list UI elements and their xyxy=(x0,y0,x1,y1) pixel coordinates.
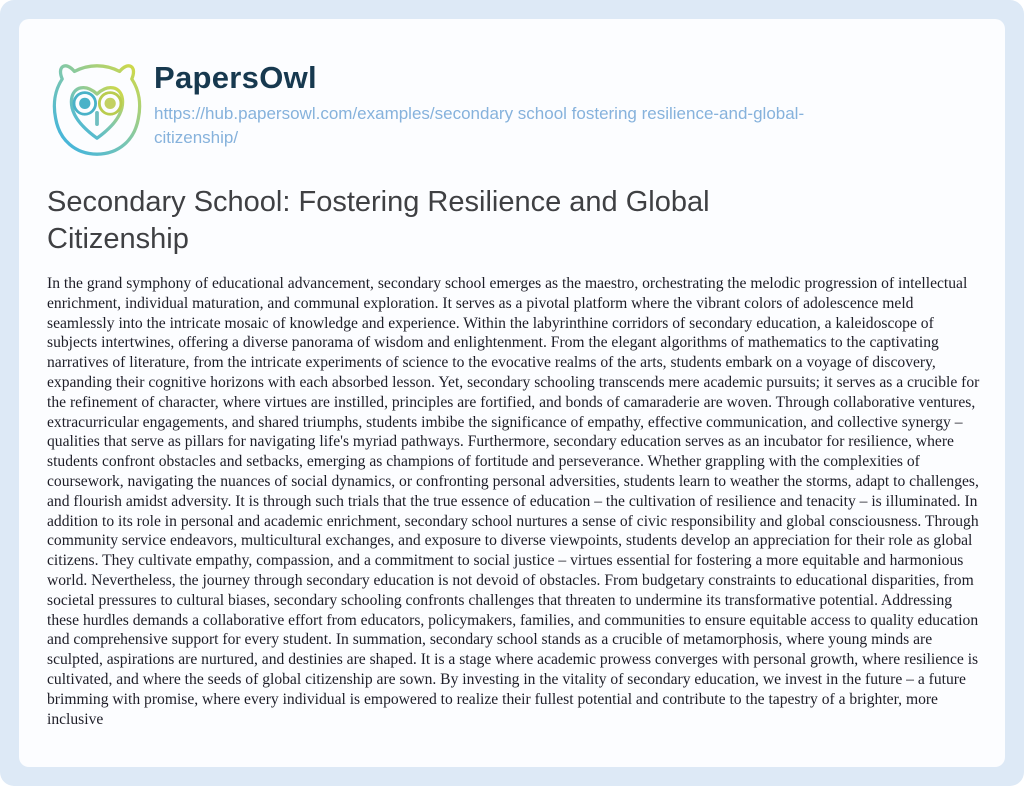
page-url-line1: https://hub.papersowl.com/examples/secondary school fostering resilience-and-global- xyxy=(154,104,805,123)
page-url-link[interactable] xyxy=(154,102,804,150)
site-header xyxy=(50,59,1005,161)
page-url-line2: citizenship/ xyxy=(154,128,239,147)
article-body: In the grand symphony of educational advancement, secondary school emerges as the maestro, orchestrating the melodic progression of intellectual enrichment, individual maturation, and communal exploration. It serves as a pivotal platform where the vibrant colors of adolescence meld seamlessly into the intricate mosaic of knowledge and experience. Within the labyrinthine corridors of secondary education, a kaleidoscope of subjects intertwines, offering a diverse panorama of wisdom and enlightenment. From the elegant algorithms of mathematics to the captivating narratives of literature, from the intricate experiments of science to the evocative realms of the arts, students embark on a voyage of discovery, expanding their cognitive horizons with each absorbed lesson. Yet, secondary schooling transcends mere academic pursuits; it serves as a crucible for the refinement of character, where virtues are instilled, principles are fortified, and bonds of camaraderie are woven. Through collaborative ventures, extracurricular engagements, and shared triumphs, students imbibe the significance of empathy, effective communication, and collective synergy – qualities that serve as pillars for navigating life's myriad pathways. Furthermore, secondary education serves as an incubator for resilience, where students confront obstacles and setbacks, emerging as champions of fortitude and perseverance. Whether grappling with the complexities of coursework, navigating the nuances of social dynamics, or confronting personal adversities, students learn to weather the storms, adapt to challenges, and flourish amidst adversity. It is through such trials that the true essence of education – the cultivation of resilience and tenacity – is illuminated. In addition to its role in personal and academic enrichment, secondary school nurtures a sense of civic responsibility and global consciousness. Through community service endeavors, multicultural exchanges, and exposure to diverse viewpoints, students develop an appreciation for their role as global citizens. They cultivate empathy, compassion, and a commitment to social justice – virtues essential for fostering a more equitable and harmonious world. Nevertheless, the journey through secondary education is not devoid of obstacles. From budgetary constraints to educational disparities, from societal pressures to cultural biases, secondary schooling confronts challenges that threaten to undermine its transformative potential. Addressing these hurdles demands a collaborative effort from educators, policymakers, families, and communities to ensure equitable access to quality education and comprehensive support for every student. In summation, secondary school stands as a crucible of metamorphosis, where young minds are sculpted, aspirations are nurtured, and destinies are shaped. It is a stage where academic prowess converges with personal growth, where resilience is cultivated, and where the seeds of global citizenship are sown. By investing in the vitality of secondary education, we invest in the future – a future brimming with promise, where every individual is empowered to realize their fullest potential and contribute to the tapestry of a brighter, more inclusive xyxy=(47,275,980,728)
content-card xyxy=(19,19,1005,767)
brand-name: PapersOwl xyxy=(154,60,317,95)
brand-block xyxy=(154,59,804,150)
papersowl-owl-icon xyxy=(50,59,144,161)
page-title: Secondary School: Fostering Resilience and Global Citizenship xyxy=(47,186,710,255)
